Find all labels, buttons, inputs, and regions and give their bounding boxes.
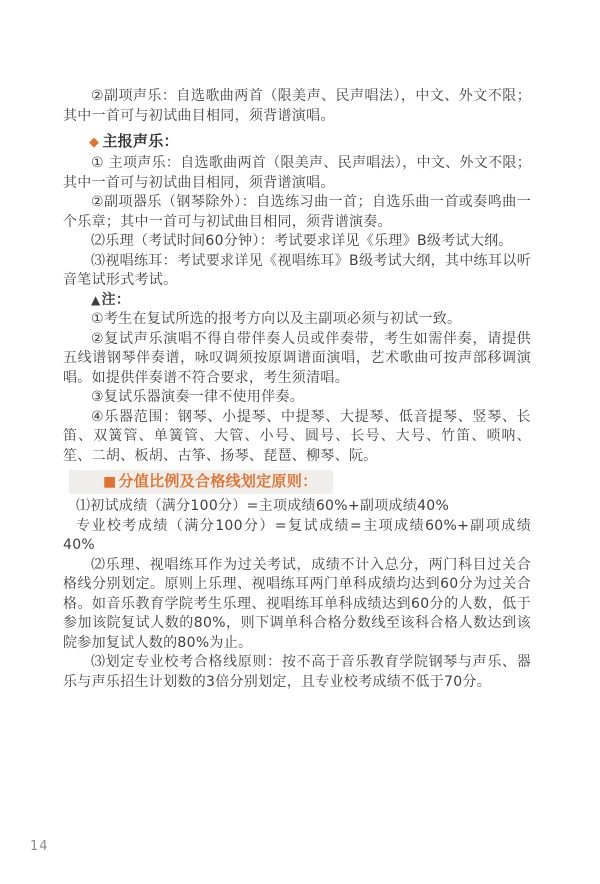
diamond-heading	[63, 131, 531, 153]
paragraph: ⑵乐理（考试时间60分钟）：考试要求详见《乐理》B级考试大纲。	[91, 233, 513, 249]
paragraph: ⑴初试成绩（满分100分）=主项成绩60%+副项成绩40%	[76, 498, 450, 514]
page-number: 14	[30, 839, 49, 854]
paragraph: ①考生在复试所选的报考方向以及主副项必须与初试一致。	[91, 311, 462, 327]
triangle-note-icon: ▲	[91, 292, 101, 307]
heading-label: 分值比例及合格线划定原则：	[118, 472, 318, 490]
paragraph: 专业校考成绩（满分100分）=复试成绩=主项成绩60%+副项成绩40%	[63, 517, 531, 553]
paragraph: ②副项声乐：自选歌曲两首（限美声、民声唱法），中文、外文不限；其中一首可与初试曲目相同，须背谱演唱。	[63, 88, 531, 124]
paragraph: ②复试声乐演唱不得自带伴奏人员或伴奏带，考生如需伴奏，请提供五线谱钢琴伴奏谱，咏叹调须按原调谱面演唱，艺术歌曲可按声部移调演唱。如提供伴奏谱不符合要求，考生须清唱。	[63, 330, 531, 386]
paragraph: ⑶划定专业校考合格线原则：按不高于音乐教育学院钢琴与声乐、器乐与声乐招生计划数的3倍分别划定，且专业校考成绩不低于70分。	[63, 654, 531, 690]
paragraph: ⑵乐理、视唱练耳作为过关考试，成绩不计入总分，两门科目过关合格线分别划定。原则上乐理、视唱练耳两门单科成绩均达到60分为过关合格。如音乐教育学院考生乐理、视唱练耳单科成绩达到60分的人数，低于参加该院复试人数的80%，则下调单科合格分数线至该科合格人数达到该院参加复试人数的80%为止。	[63, 556, 531, 651]
diamond-bullet-icon: ◆	[89, 135, 100, 150]
document-content	[63, 87, 531, 692]
paragraph: ②副项器乐（钢琴除外）：自选练习曲一首；自选乐曲一首或奏鸣曲一个乐章；其中一首可与初试曲目相同，须背谱演奏。	[63, 194, 531, 230]
heading-label: 注：	[101, 291, 131, 308]
note-heading	[63, 291, 531, 311]
paragraph: ① 主项声乐：自选歌曲两首（限美声、民声唱法），中文、外文不限；其中一首可与初试曲目相同，须背谱演唱。	[63, 155, 531, 191]
heading-label: 主报声乐：	[102, 132, 179, 150]
bar-heading	[69, 470, 333, 494]
paragraph: ④乐器范围：钢琴、小提琴、中提琴、大提琴、低音提琴、竖琴、长笛、双簧管、单簧管、大管、小号、圆号、长号、大号、竹笛、唢呐、笙、二胡、板胡、古筝、扬琴、琵琶、柳琴、阮。	[63, 408, 531, 464]
square-heading-icon: ■	[103, 474, 117, 490]
paragraph: ⑶视唱练耳：考试要求详见《视唱练耳》B级考试大纲，其中练耳以听音笔试形式考试。	[63, 252, 531, 288]
paragraph: ③复试乐器演奏一律不使用伴奏。	[91, 389, 305, 405]
